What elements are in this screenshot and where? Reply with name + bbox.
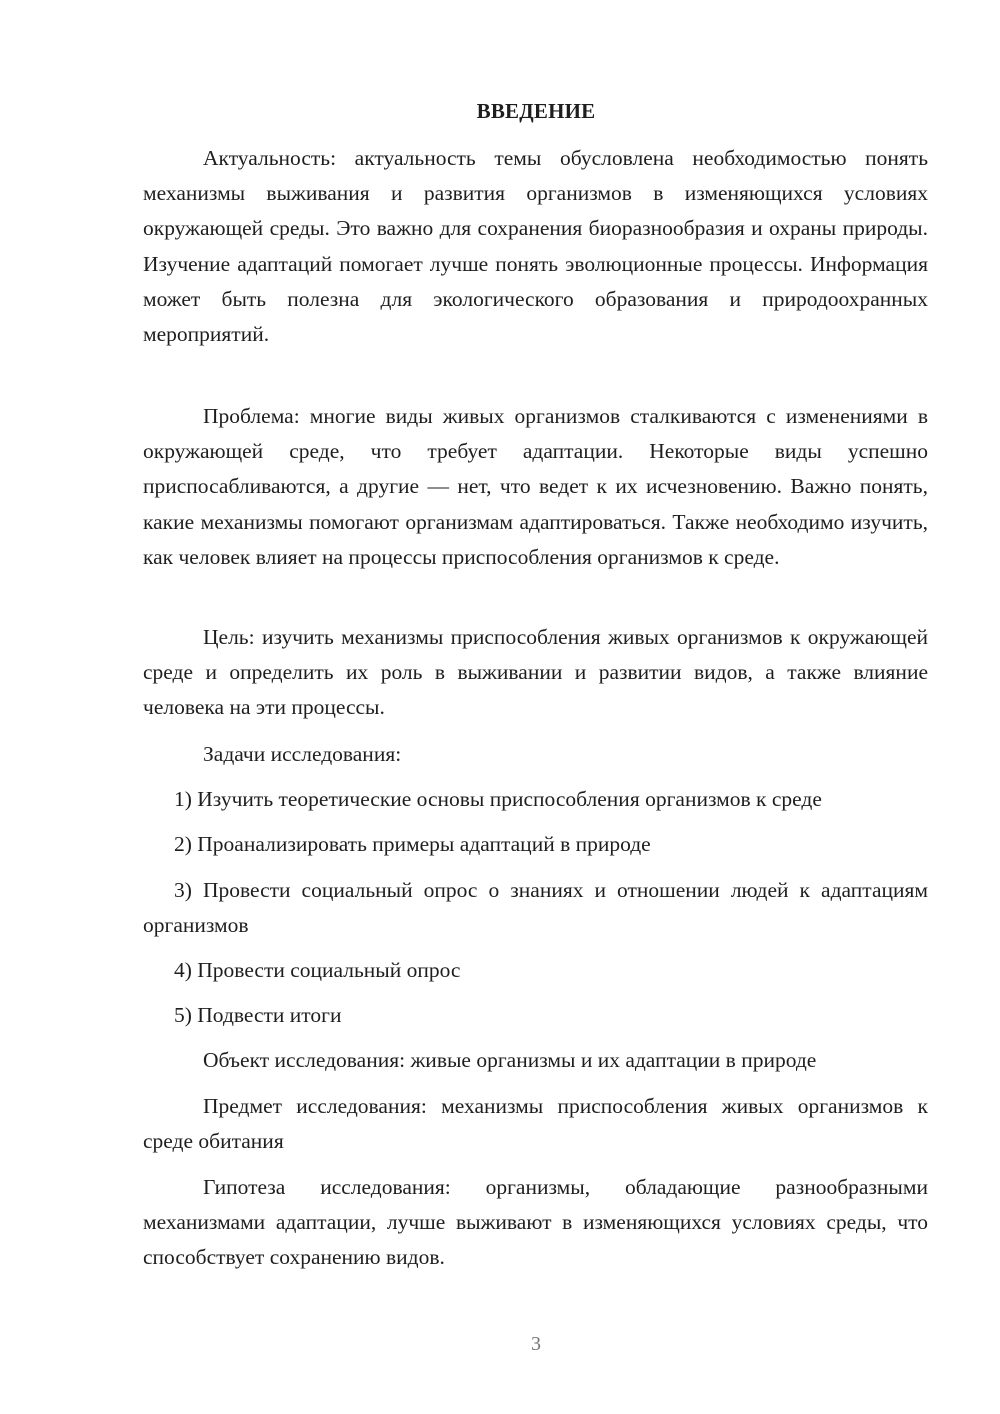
goal-paragraph: Цель: изучить механизмы приспособления живых организмов к окружающей среде и определить их роль в выживании и развитии видов, а также влияние человека на эти процессы. xyxy=(143,625,928,720)
page-number: 3 xyxy=(531,1333,541,1355)
hypothesis-paragraph: Гипотеза исследования: организмы, обладающие разнообразными механизмами адаптации, лучше выживают в изменяющихся условиях среды, что способствует сохранению видов. xyxy=(143,1175,928,1270)
task-item-3: 3) Провести социальный опрос о знаниях и отношении людей к адаптациям организмов xyxy=(143,878,928,938)
task-item-5: 5) Подвести итоги xyxy=(174,1003,342,1027)
object-paragraph: Объект исследования: живые организмы и их адаптации в природе xyxy=(203,1048,817,1072)
tasks-heading: Задачи исследования: xyxy=(203,742,402,766)
document-title: ВВЕДЕНИЕ xyxy=(476,99,596,123)
problem-paragraph: Проблема: многие виды живых организмов сталкиваются с изменениями в окружающей среде, что требует адаптации. Некоторые виды успешно приспосабливаются, а другие — нет, что ведет к их исчезновению. Важно понять, какие механизмы помогают организмам адаптироваться. Также необходимо изучить, как человек влияет на процессы приспособления организмов к среде. xyxy=(143,404,928,569)
task-item-4: 4) Провести социальный опрос xyxy=(174,958,461,982)
task-item-1: 1) Изучить теоретические основы приспособления организмов к среде xyxy=(174,787,822,811)
subject-paragraph: Предмет исследования: механизмы приспособления живых организмов к среде обитания xyxy=(143,1094,928,1154)
relevance-paragraph: Актуальность: актуальность темы обусловлена необходимостью понять механизмы выживания и развития организмов в изменяющихся условиях окружающей среды. Это важно для сохранения биоразнообразия и охраны природы. Изучение адаптаций помогает лучше понять эволюционные процессы. Информация может быть полезна для экологического образования и природоохранных мероприятий. xyxy=(143,146,928,347)
task-item-2: 2) Проанализировать примеры адаптаций в природе xyxy=(174,832,651,856)
